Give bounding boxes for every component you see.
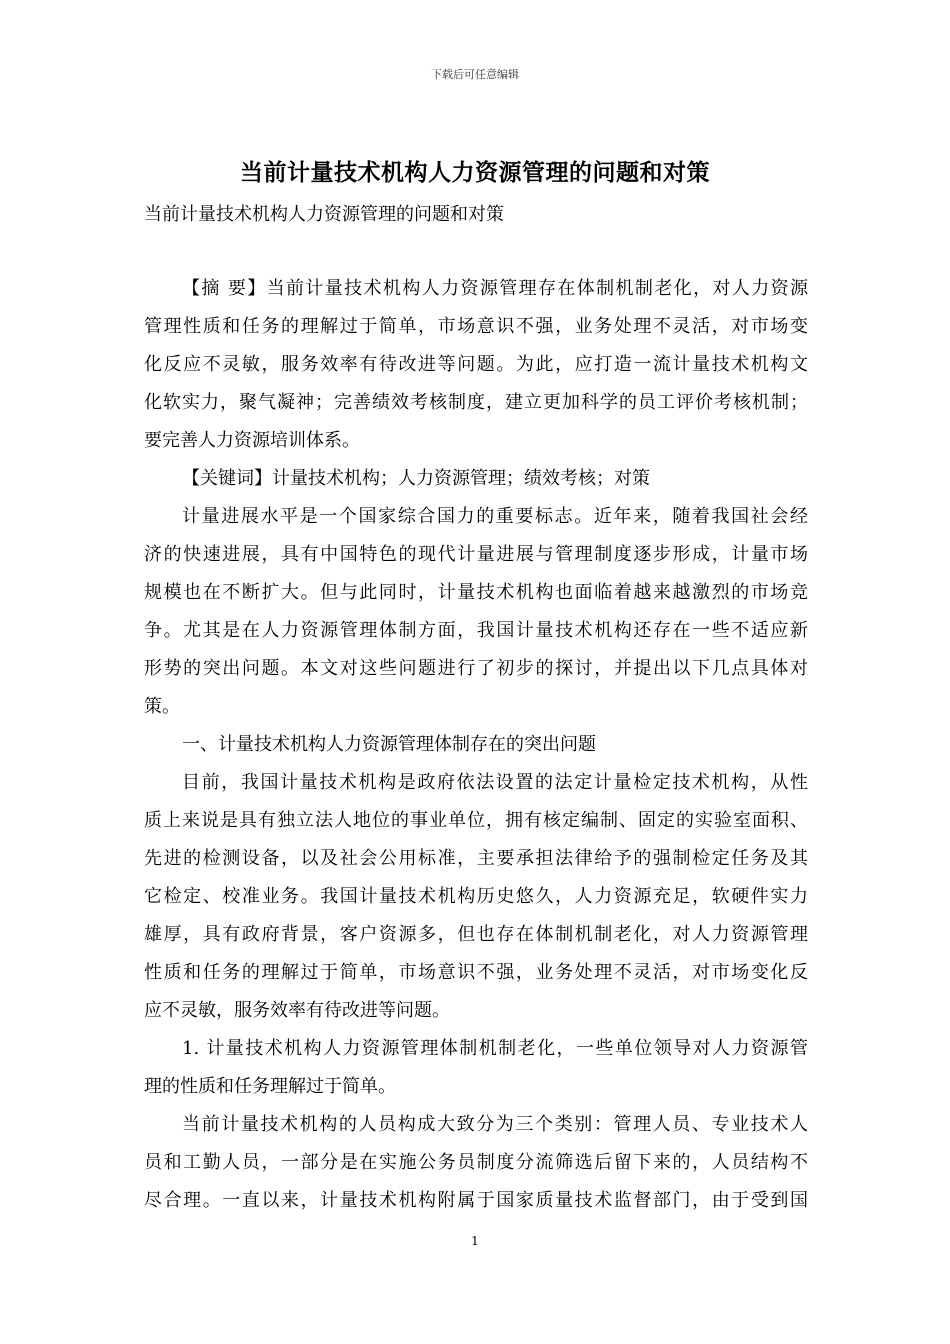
paragraph-line: 策。: [144, 696, 180, 717]
paragraph-line: 质上来说是具有独立法人地位的事业单位，拥有核定编制、固定的实验室面积、: [144, 810, 808, 831]
document-body: [144, 270, 808, 1220]
paragraph-line: 当前计量技术机构的人员构成大致分为三个类别：管理人员、专业技术人: [182, 1114, 808, 1135]
abstract-line: 管理性质和任务的理解过于简单，市场意识不强，业务处理不灵活，对市场变: [144, 316, 808, 337]
paragraph-line: 雄厚，具有政府背景，客户资源多，但也存在体制机制老化，对人力资源管理: [144, 924, 808, 945]
abstract-line: 要完善人力资源培训体系。: [144, 430, 360, 451]
paragraph-line: 济的快速进展，具有中国特色的现代计量进展与管理制度逐步形成，计量市场: [144, 544, 808, 565]
paragraph-line: 应不灵敏，服务效率有待改进等问题。: [144, 1000, 450, 1021]
paragraph-line: 计量进展水平是一个国家综合国力的重要标志。近年来，随着我国社会经: [182, 506, 808, 527]
subheading-line: 理的性质和任务理解过于简单。: [144, 1076, 396, 1097]
paragraph-line: 尽合理。一直以来，计量技术机构附属于国家质量技术监督部门，由于受到国: [144, 1190, 808, 1211]
paragraph-line: 员和工勤人员，一部分是在实施公务员制度分流筛选后留下来的，人员结构不: [144, 1152, 808, 1173]
paragraph-line: 规模也在不断扩大。但与此同时，计量技术机构也面临着越来越激烈的市场竞: [144, 582, 808, 603]
document-title: 当前计量技术机构人力资源管理的问题和对策: [240, 159, 710, 186]
paragraph-line: 目前，我国计量技术机构是政府依法设置的法定计量检定技术机构，从性: [182, 772, 808, 793]
page-header: 下载后可任意编辑: [431, 68, 519, 81]
paragraph-line: 性质和任务的理解过于简单，市场意识不强，业务处理不灵活，对市场变化反: [144, 962, 808, 983]
section-heading: 一、计量技术机构人力资源管理体制存在的突出问题: [182, 734, 596, 755]
paragraph-line: 先进的检测设备，以及社会公用标准，主要承担法律给予的强制检定任务及其: [144, 848, 808, 869]
document-subtitle: 当前计量技术机构人力资源管理的问题和对策: [144, 204, 504, 225]
subheading-line: 1. 计量技术机构人力资源管理体制机制老化，一些单位领导对人力资源管: [182, 1038, 808, 1059]
keywords-line: 【关键词】计量技术机构；人力资源管理；绩效考核；对策: [182, 468, 650, 489]
paragraph-line: 它检定、校准业务。我国计量技术机构历史悠久，人力资源充足，软硬件实力: [144, 886, 808, 907]
abstract-line: 化软实力，聚气凝神；完善绩效考核制度，建立更加科学的员工评价考核机制；: [144, 392, 808, 413]
page-number: 1: [471, 1234, 479, 1248]
paragraph-line: 争。尤其是在人力资源管理体制方面，我国计量技术机构还存在一些不适应新: [144, 620, 808, 641]
paragraph-line: 形势的突出问题。本文对这些问题进行了初步的探讨，并提出以下几点具体对: [144, 658, 808, 679]
abstract-line: 化反应不灵敏，服务效率有待改进等问题。为此，应打造一流计量技术机构文: [144, 354, 808, 375]
abstract-line: 【摘 要】当前计量技术机构人力资源管理存在体制机制老化，对人力资源: [182, 278, 808, 299]
